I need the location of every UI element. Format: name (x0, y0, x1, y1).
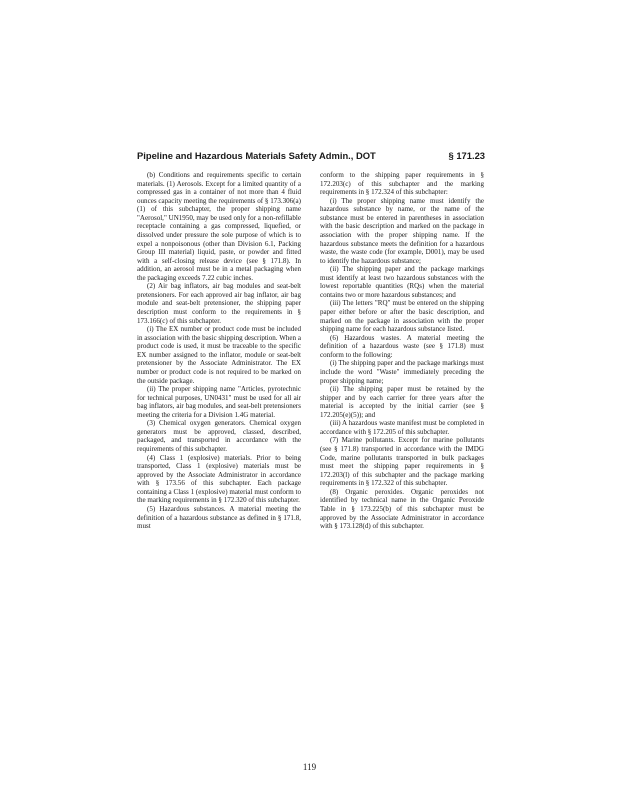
paragraph: (4) Class 1 (explosive) materials. Prior to being transported, Class 1 (explosive) materials must be approved by the Associate Administrator in accordance with § 173.56 of this subchapter. Each package containing a Class 1 (explosive) material must conform to the marking requirements in § 172.320 of this subchapter. (137, 453, 301, 505)
paragraph: (i) The shipping paper and the package markings must include the word "Waste" immediately preceding the proper shipping name; (320, 359, 484, 385)
paragraph: (ii) The proper shipping name "Articles, pyrotechnic for technical purposes, UN0431" must be used for all air bag inflators, air bag modules, and seat-belt pretensioners meeting the criteria for a Division 1.4G material. (137, 385, 301, 419)
paragraph: (6) Hazardous wastes. A material meeting the definition of a hazardous waste (see § 171.8) must conform to the following: (320, 333, 484, 359)
paragraph: (b) Conditions and requirements specific to certain materials. (1) Aerosols. Except for a limited quantity of a compressed gas in a container of not more than 4 fluid ounces capacity meeting the requirements of § 173.306(a)(1) of this subchapter, the proper shipping name "Aerosol," UN1950, may be used only for a non-refillable receptacle containing a gas compressed, liquefied, or dissolved under pressure the sole purpose of which is to expel a nonpoisonous (other than Division 6.1, Packing Group III material) liquid, paste, or powder and fitted with a self-closing release device (see § 171.8). In addition, an aerosol must be in a metal packaging when the packaging exceeds 7.22 cubic inches. (137, 171, 301, 282)
paragraph: (ii) The shipping paper and the package markings must identify at least two hazardous substances with the lowest reportable quantities (RQs) when the material contains two or more hazardous substances; and (320, 265, 484, 299)
paragraph: (7) Marine pollutants. Except for marine pollutants (see § 171.8) transported in accordance with the IMDG Code, marine pollutants transported in bulk packages must meet the shipping paper requirements in § 172.203(l) of this subchapter and the package marking requirements in § 172.322 of this subchapter. (320, 436, 484, 488)
paragraph: (2) Air bag inflators, air bag modules and seat-belt pretensioners. For each approved air bag inflator, air bag module and seat-belt pretensioner, the shipping paper description must conform to the requirements in § 173.166(c) of this subchapter. (137, 282, 301, 325)
paragraph: (i) The EX number or product code must be included in association with the basic shipping description. When a product code is used, it must be traceable to the specific EX number assigned to the inflator, module or seat-belt pretensioner by the Associate Administrator. The EX number or product code is not required to be marked on the outside package. (137, 325, 301, 385)
paragraph: (i) The proper shipping name must identify the hazardous substance by name, or the name of the substance must be entered in parentheses in association with the basic description and marked on the package in association with the proper shipping name. If the hazardous substance meets the definition for a hazardous waste, the waste code (for example, D001), may be used to identify the hazardous substance; (320, 196, 484, 265)
left-column (137, 171, 301, 759)
paragraph: conform to the shipping paper requirements in § 172.203(c) of this subchapter and the marking requirements in § 172.324 of this subchapter: (320, 171, 484, 197)
paragraph: (iii) The letters "RQ" must be entered on the shipping paper either before or after the basic description, and marked on the package in association with the proper shipping name for each hazardous substance listed. (320, 299, 484, 334)
paragraph: (iii) A hazardous waste manifest must be completed in accordance with § 172.205 of this subchapter. (320, 419, 484, 436)
header-title: Pipeline and Hazardous Materials Safety Admin., DOT (137, 150, 376, 161)
running-header (137, 150, 485, 164)
paragraph: (5) Hazardous substances. A material meeting the definition of a hazardous substance as defined in § 171.8, must (137, 504, 301, 531)
paragraph: (3) Chemical oxygen generators. Chemical oxygen generators must be approved, classed, described, packaged, and transported in accordance with the requirements of this subchapter. (137, 419, 301, 453)
section-number: § 171.23 (448, 150, 485, 161)
paragraph: (ii) The shipping paper must be retained by the shipper and by each carrier for three years after the material is accepted by the initial carrier (see § 172.205(e)(5)); and (320, 385, 484, 419)
right-column (320, 171, 484, 759)
page-number: 119 (302, 762, 317, 772)
paragraph: (8) Organic peroxides. Organic peroxides not identified by technical name in the Organic Peroxide Table in § 173.225(b) of this subchapter must be approved by the Associate Administrator in accordance with § 173.128(d) of this subchapter. (320, 487, 484, 531)
